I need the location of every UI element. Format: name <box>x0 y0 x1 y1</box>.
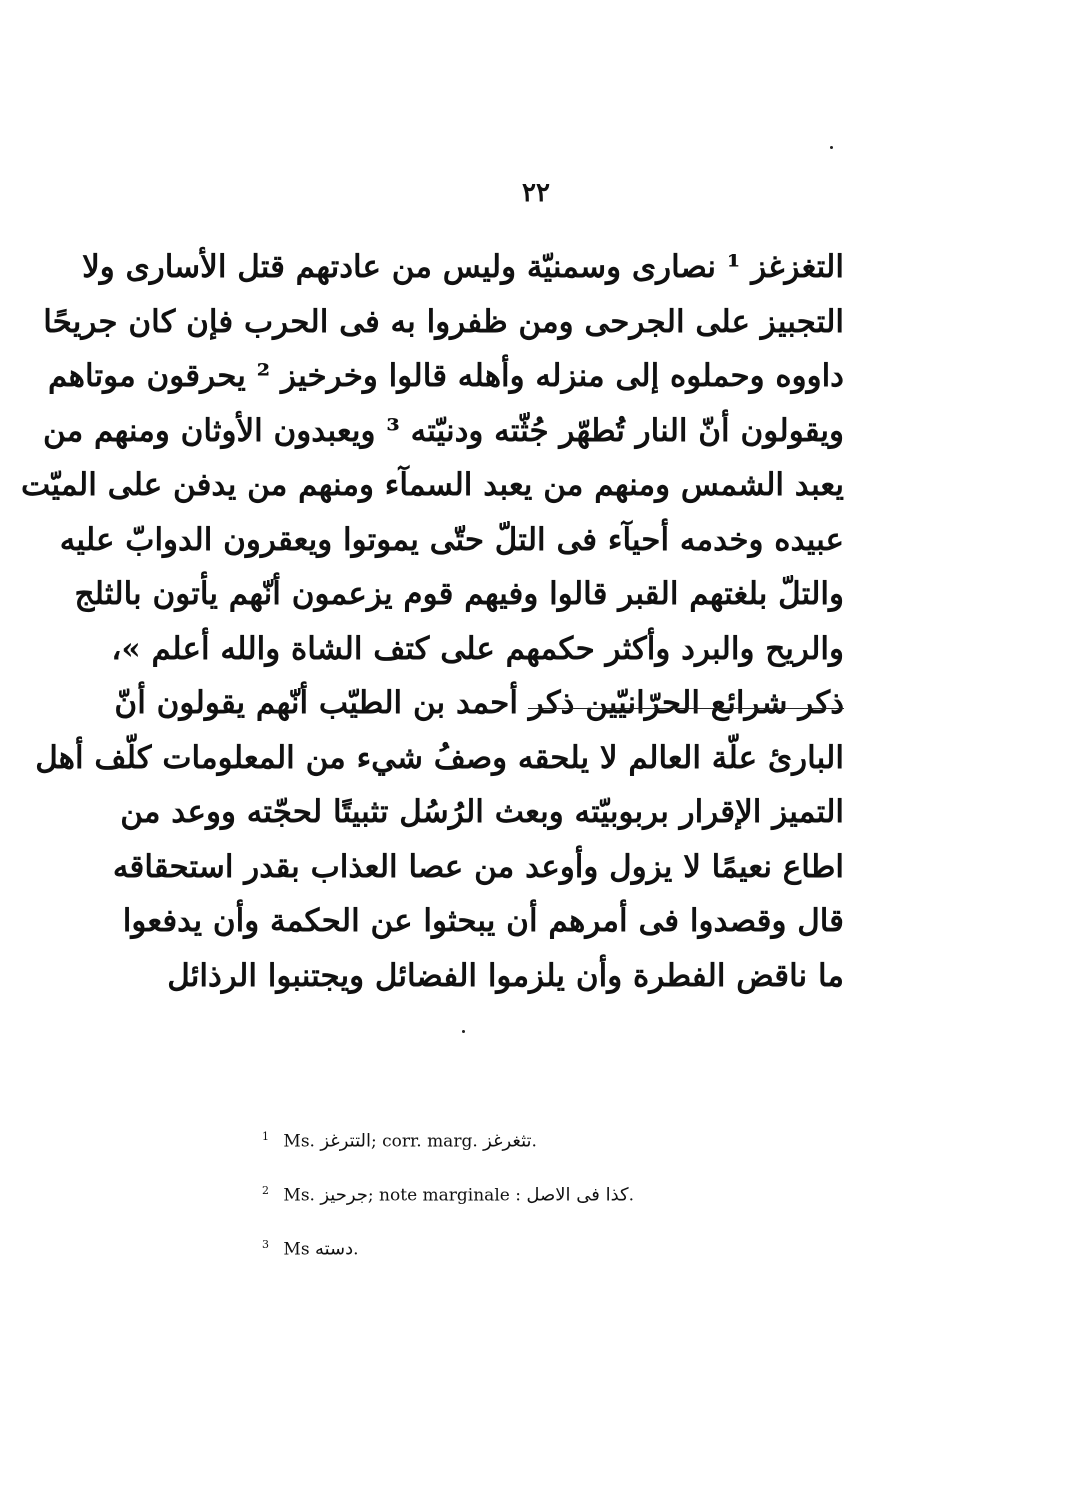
footnote <box>262 1228 822 1282</box>
section-heading-line: ذكر شرائع الحرّانيّين ذكر أحمد بن الطيّب أنّهم يقولون أنّ <box>114 685 844 721</box>
footnotes <box>262 1120 822 1282</box>
text-line: يعبد الشمس ومنهم من يعبد السمآء ومنهم من يدفن على الميّت <box>21 467 844 503</box>
page-number: ٢٢ <box>522 178 550 208</box>
text-line: عبيده وخدمه أحيآء فى التلّ حتّى يموتوا ويعقرون الدوابّ عليه <box>59 521 844 558</box>
text-line: التجبيز على الجرحى ومن ظفروا به فى الحرب فإن كان جريحًا <box>43 303 844 340</box>
scan-speck <box>462 1030 465 1033</box>
text-line: ما ناقض الفطرة وأن يلزموا الفضائل ويجتنبوا الرذائل <box>167 957 844 994</box>
text-line: ويقولون أنّ النار تُطهّر جُثّته ودنيّته ³ ويعبدون الأوثان ومنهم من <box>43 412 844 449</box>
section-underline <box>528 708 844 709</box>
footnote-latin: ; corr. marg. <box>370 1131 478 1152</box>
footnote-number: 3 <box>262 1238 269 1251</box>
text-line: قال وقصدوا فى أمرهم أن يبحثوا عن الحكمة وأن يدفعوا <box>122 903 844 939</box>
footnote-end: . <box>353 1239 359 1260</box>
footnote-arabic: تثغرغز <box>483 1130 532 1152</box>
footnote-number: 1 <box>262 1130 269 1143</box>
footnote-end: . <box>531 1131 537 1152</box>
text-line: التغزغز ¹ نصارى وسمنيّة وليس من عادتهم قتل الأسارى ولا <box>82 249 844 285</box>
footnote-arabic: كذا فى الاصل <box>526 1184 629 1206</box>
footnote-arabic: التترغز <box>320 1130 371 1152</box>
footnote-latin: Ms. <box>283 1131 315 1152</box>
text-line: اطاع نعيمًا لا يزول وأوعد من عصا العذاب بقدر استحقاقه <box>112 848 844 885</box>
footnote-end: . <box>628 1185 635 1206</box>
text-line: التميز الإقرار بربوبيّته وبعث الرُسُل تثبيتًا لحجّته ووعد من <box>120 794 844 830</box>
footnote-latin: Ms. <box>283 1185 315 1206</box>
text-line: البارئ علّة العالم لا يلحقه وصفُ شيء من المعلومات كلّف أهل <box>35 739 844 776</box>
text-line: والريح والبرد وأكثر حكمهم على كتف الشاة والله أعلم »، <box>111 630 844 667</box>
footnote-number: 2 <box>262 1184 269 1197</box>
footnote-latin: ; note marginale : <box>367 1185 521 1206</box>
footnote <box>262 1174 822 1228</box>
footnote <box>262 1120 822 1174</box>
text-line: والتلّ بلغتهم القبر قالوا وفيهم قوم يزعمون أنّهم يأتون بالثلج <box>74 576 844 612</box>
scan-speck <box>830 146 833 149</box>
text-line: داووه وحملوه إلى منزله وأهله قالوا وخرخيز ² يحرقون موتاهم <box>48 358 844 394</box>
body-text <box>21 240 844 1003</box>
footnote-arabic: دسته <box>314 1238 354 1260</box>
footnote-arabic: جرحيز <box>320 1184 368 1206</box>
footnote-latin: Ms <box>283 1239 310 1260</box>
